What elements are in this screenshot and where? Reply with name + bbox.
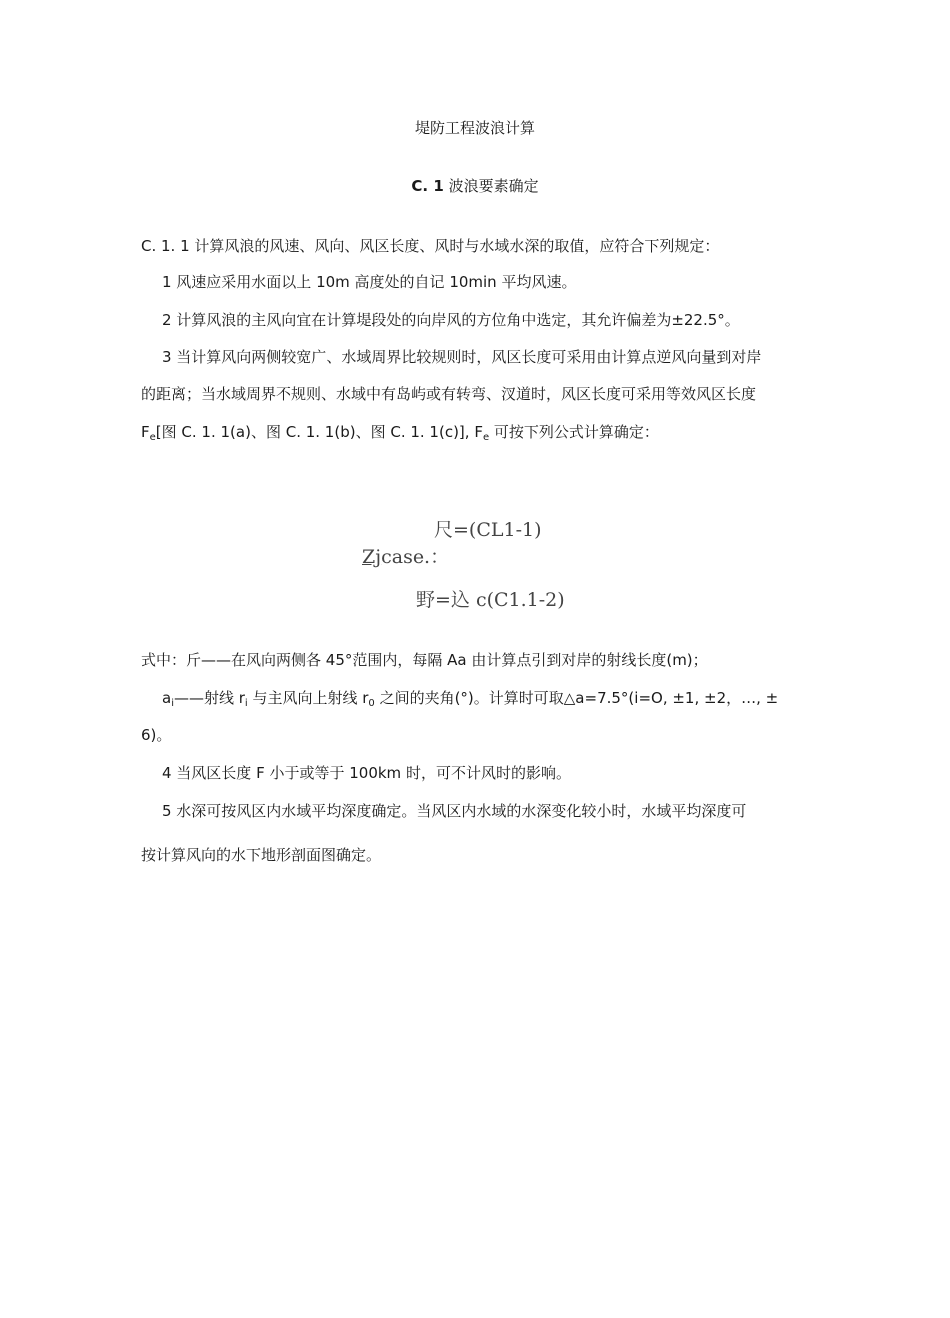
formula-c-1-1-1: 尺=(CL1-1): [434, 519, 542, 541]
subscript-e: e: [149, 432, 156, 443]
item-3-line-3-tail: 可按下列公式计算确定：: [489, 423, 659, 441]
alpha-def-part-2: 与主风向上射线 r: [247, 689, 369, 707]
item-4-text: 4 当风区长度 F 小于或等于 100km 时，可不计风时的影响。: [162, 764, 571, 782]
formula-rest-part: case.：: [381, 546, 450, 568]
subscript-0: 0: [368, 698, 375, 709]
item-1-text: 1 风速应采用水面以上 10m 高度处的自记 10min 平均风速。: [162, 273, 577, 291]
clause-c-1-1: C. 1. 1 计算风浪的风速、风向、风区长度、风时与水域水深的取值，应符合下列规定：: [141, 237, 720, 255]
formula-underlined-part: Zj: [362, 546, 382, 568]
figure-references: [图 C. 1. 1(a)、图 C. 1. 1(b)、图 C. 1. 1(c)], F: [155, 423, 483, 441]
subscript-i-2: i: [244, 698, 248, 709]
item-3-line-1: 3 当计算风向两侧较宽广、水域周界比较规则时，风区长度可采用由计算点逆风向量到对岸: [162, 348, 762, 366]
symbol-alpha: a: [162, 689, 172, 707]
section-heading: [0, 176, 950, 196]
subscript-i: i: [171, 698, 174, 709]
item-5-line-2: 按计算风向的水下地形剖面图确定。: [141, 846, 382, 864]
where-line: 式中：斤——在风向两侧各 45°范围内，每隔 Aa 由计算点引到对岸的射线长度(m)；: [141, 651, 708, 669]
alpha-def-part-1: ——射线 r: [173, 689, 245, 707]
section-title: 波浪要素确定: [443, 177, 539, 195]
alpha-definition-line: [162, 688, 778, 708]
item-3-line-2: 的距离；当水域周界不规则、水域中有岛屿或有转弯、汊道时，风区长度可采用等效风区长度: [141, 385, 757, 403]
section-number: C. 1: [411, 177, 444, 195]
symbol-f: F: [141, 423, 150, 441]
subscript-e-2: e: [482, 432, 490, 443]
alpha-def-part-3: 之间的夹角(°)。计算时可取△a=7.5°(i=O, ±1, ±2，…, ±: [374, 689, 779, 707]
item-2-text: 2 计算风浪的主风向宜在计算堤段处的向岸风的方位角中选定，其允许偏差为±22.5°。: [162, 311, 740, 329]
item-5-line-1: 5 水深可按风区内水域平均深度确定。当风区内水域的水深变化较小时，水域平均深度可: [162, 802, 747, 820]
alpha-definition-continuation: 6)。: [141, 726, 172, 744]
formula-c-1-1-2: 野=込 c(C1.1-2): [416, 589, 565, 611]
item-3-line-3: [141, 422, 659, 442]
document-title: 堤防工程波浪计算: [414, 119, 535, 137]
formula-fraction-row: [362, 545, 449, 569]
